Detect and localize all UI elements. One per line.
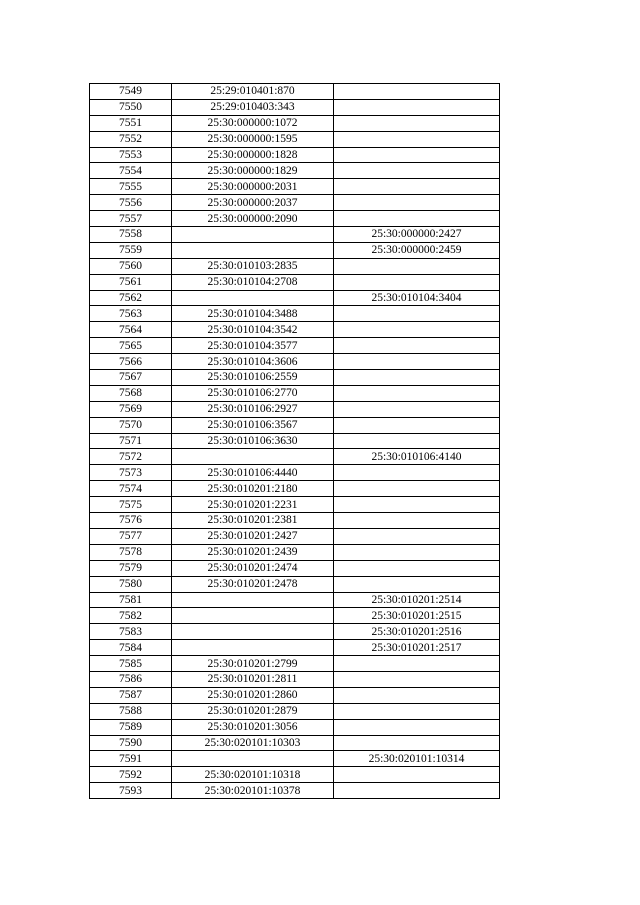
table-row	[90, 227, 500, 243]
cadastral-number-alt-cell	[334, 211, 500, 227]
row-number-cell: 7566	[90, 354, 172, 370]
table-row	[90, 99, 500, 115]
row-number-cell: 7556	[90, 195, 172, 211]
cadastral-number-cell	[172, 449, 334, 465]
table-row	[90, 195, 500, 211]
table-row	[90, 401, 500, 417]
cadastral-number-alt-cell	[334, 433, 500, 449]
cadastral-number-cell: 25:30:010104:3606	[172, 354, 334, 370]
cadastral-number-alt-cell	[334, 147, 500, 163]
cadastral-number-alt-cell	[334, 735, 500, 751]
cadastral-number-cell: 25:30:010106:2559	[172, 370, 334, 386]
cadastral-number-cell: 25:30:010106:3567	[172, 417, 334, 433]
row-number-cell: 7583	[90, 624, 172, 640]
table-row	[90, 656, 500, 672]
table-body	[90, 84, 500, 799]
row-number-cell: 7568	[90, 385, 172, 401]
cadastral-number-alt-cell	[334, 99, 500, 115]
cadastral-number-alt-cell	[334, 195, 500, 211]
cadastral-number-cell: 25:30:010201:2231	[172, 497, 334, 513]
row-number-cell: 7589	[90, 719, 172, 735]
cadastral-number-alt-cell	[334, 322, 500, 338]
table-row	[90, 306, 500, 322]
table-row	[90, 147, 500, 163]
cadastral-number-cell: 25:30:010106:3630	[172, 433, 334, 449]
cadastral-number-alt-cell	[334, 401, 500, 417]
cadastral-number-cell: 25:30:000000:2037	[172, 195, 334, 211]
cadastral-number-cell: 25:30:010201:2474	[172, 560, 334, 576]
table-row	[90, 528, 500, 544]
row-number-cell: 7582	[90, 608, 172, 624]
cadastral-number-alt-cell	[334, 306, 500, 322]
row-number-cell: 7553	[90, 147, 172, 163]
row-number-cell: 7580	[90, 576, 172, 592]
table-row	[90, 338, 500, 354]
cadastral-number-cell: 25:30:000000:2031	[172, 179, 334, 195]
cadastral-number-alt-cell	[334, 703, 500, 719]
row-number-cell: 7562	[90, 290, 172, 306]
cadastral-number-alt-cell	[334, 84, 500, 100]
cadastral-number-alt-cell	[334, 783, 500, 799]
cadastral-number-cell: 25:30:020101:10303	[172, 735, 334, 751]
cadastral-number-alt-cell: 25:30:020101:10314	[334, 751, 500, 767]
row-number-cell: 7559	[90, 242, 172, 258]
cadastral-number-cell: 25:30:010104:3542	[172, 322, 334, 338]
cadastral-number-cell	[172, 624, 334, 640]
cadastral-number-cell: 25:30:010104:2708	[172, 274, 334, 290]
table-row	[90, 767, 500, 783]
cadastral-number-cell	[172, 290, 334, 306]
cadastral-number-alt-cell: 25:30:010201:2514	[334, 592, 500, 608]
cadastral-number-alt-cell	[334, 417, 500, 433]
cadastral-number-cell	[172, 592, 334, 608]
cadastral-number-cell	[172, 640, 334, 656]
row-number-cell: 7550	[90, 99, 172, 115]
cadastral-number-cell: 25:30:010201:2427	[172, 528, 334, 544]
cadastral-number-cell: 25:30:000000:1072	[172, 115, 334, 131]
row-number-cell: 7585	[90, 656, 172, 672]
cadastral-number-cell: 25:30:010201:2799	[172, 656, 334, 672]
cadastral-number-alt-cell	[334, 560, 500, 576]
row-number-cell: 7590	[90, 735, 172, 751]
cadastral-number-alt-cell	[334, 497, 500, 513]
table-row	[90, 417, 500, 433]
row-number-cell: 7560	[90, 258, 172, 274]
table-row	[90, 560, 500, 576]
table-row	[90, 290, 500, 306]
row-number-cell: 7554	[90, 163, 172, 179]
table-row	[90, 640, 500, 656]
table-row	[90, 719, 500, 735]
table-row	[90, 242, 500, 258]
table-row	[90, 163, 500, 179]
cadastral-number-alt-cell: 25:30:010201:2515	[334, 608, 500, 624]
cadastral-number-table	[89, 83, 500, 799]
table-row	[90, 592, 500, 608]
cadastral-number-alt-cell	[334, 528, 500, 544]
row-number-cell: 7588	[90, 703, 172, 719]
cadastral-number-alt-cell: 25:30:000000:2427	[334, 227, 500, 243]
table-row	[90, 465, 500, 481]
cadastral-number-cell	[172, 227, 334, 243]
table-row	[90, 131, 500, 147]
cadastral-number-alt-cell	[334, 719, 500, 735]
cadastral-number-cell: 25:30:010106:4440	[172, 465, 334, 481]
row-number-cell: 7572	[90, 449, 172, 465]
table-row	[90, 449, 500, 465]
row-number-cell: 7577	[90, 528, 172, 544]
table-row	[90, 385, 500, 401]
table-row	[90, 544, 500, 560]
row-number-cell: 7558	[90, 227, 172, 243]
row-number-cell: 7552	[90, 131, 172, 147]
cadastral-number-alt-cell	[334, 338, 500, 354]
row-number-cell: 7587	[90, 687, 172, 703]
cadastral-number-alt-cell: 25:30:010201:2516	[334, 624, 500, 640]
cadastral-number-cell: 25:30:010201:2381	[172, 513, 334, 529]
cadastral-number-cell: 25:29:010401:870	[172, 84, 334, 100]
cadastral-number-alt-cell	[334, 370, 500, 386]
cadastral-number-cell: 25:30:010104:3577	[172, 338, 334, 354]
cadastral-number-alt-cell	[334, 576, 500, 592]
cadastral-number-alt-cell	[334, 481, 500, 497]
table-row	[90, 783, 500, 799]
cadastral-number-cell: 25:30:010104:3488	[172, 306, 334, 322]
table-row	[90, 624, 500, 640]
cadastral-number-alt-cell	[334, 687, 500, 703]
cadastral-number-alt-cell	[334, 274, 500, 290]
row-number-cell: 7573	[90, 465, 172, 481]
table-row	[90, 671, 500, 687]
row-number-cell: 7584	[90, 640, 172, 656]
cadastral-number-alt-cell	[334, 258, 500, 274]
cadastral-number-alt-cell: 25:30:010106:4140	[334, 449, 500, 465]
table-row	[90, 179, 500, 195]
cadastral-number-cell: 25:30:010201:2811	[172, 671, 334, 687]
row-number-cell: 7563	[90, 306, 172, 322]
row-number-cell: 7593	[90, 783, 172, 799]
cadastral-number-alt-cell: 25:30:010201:2517	[334, 640, 500, 656]
table-row	[90, 354, 500, 370]
table-row	[90, 735, 500, 751]
table-row	[90, 258, 500, 274]
cadastral-number-alt-cell: 25:30:010104:3404	[334, 290, 500, 306]
row-number-cell: 7555	[90, 179, 172, 195]
table-row	[90, 513, 500, 529]
row-number-cell: 7564	[90, 322, 172, 338]
row-number-cell: 7571	[90, 433, 172, 449]
cadastral-number-cell: 25:30:010201:2180	[172, 481, 334, 497]
cadastral-number-cell: 25:30:020101:10318	[172, 767, 334, 783]
cadastral-number-cell: 25:30:010201:2879	[172, 703, 334, 719]
cadastral-number-cell: 25:30:020101:10378	[172, 783, 334, 799]
table-row	[90, 703, 500, 719]
table-row	[90, 497, 500, 513]
row-number-cell: 7551	[90, 115, 172, 131]
cadastral-number-cell: 25:30:010106:2927	[172, 401, 334, 417]
cadastral-number-alt-cell	[334, 385, 500, 401]
cadastral-number-cell: 25:30:000000:2090	[172, 211, 334, 227]
cadastral-number-cell: 25:30:000000:1828	[172, 147, 334, 163]
cadastral-number-cell: 25:30:010201:2860	[172, 687, 334, 703]
table-row	[90, 211, 500, 227]
row-number-cell: 7569	[90, 401, 172, 417]
table-row	[90, 608, 500, 624]
row-number-cell: 7570	[90, 417, 172, 433]
cadastral-number-cell: 25:30:010201:2439	[172, 544, 334, 560]
cadastral-number-cell: 25:30:010201:2478	[172, 576, 334, 592]
row-number-cell: 7575	[90, 497, 172, 513]
cadastral-number-alt-cell	[334, 767, 500, 783]
row-number-cell: 7549	[90, 84, 172, 100]
table-row	[90, 751, 500, 767]
table-row	[90, 481, 500, 497]
cadastral-number-alt-cell	[334, 656, 500, 672]
row-number-cell: 7557	[90, 211, 172, 227]
cadastral-number-alt-cell	[334, 179, 500, 195]
cadastral-number-cell: 25:30:010201:3056	[172, 719, 334, 735]
table-row	[90, 84, 500, 100]
row-number-cell: 7592	[90, 767, 172, 783]
cadastral-number-cell: 25:30:010103:2835	[172, 258, 334, 274]
table-row	[90, 433, 500, 449]
cadastral-number-alt-cell	[334, 671, 500, 687]
row-number-cell: 7579	[90, 560, 172, 576]
cadastral-number-cell	[172, 751, 334, 767]
table-row	[90, 322, 500, 338]
row-number-cell: 7565	[90, 338, 172, 354]
row-number-cell: 7586	[90, 671, 172, 687]
cadastral-number-cell	[172, 242, 334, 258]
row-number-cell: 7561	[90, 274, 172, 290]
cadastral-number-alt-cell	[334, 465, 500, 481]
cadastral-number-alt-cell	[334, 131, 500, 147]
table-row	[90, 576, 500, 592]
row-number-cell: 7578	[90, 544, 172, 560]
table-row	[90, 274, 500, 290]
row-number-cell: 7574	[90, 481, 172, 497]
cadastral-number-cell: 25:30:000000:1595	[172, 131, 334, 147]
cadastral-number-alt-cell: 25:30:000000:2459	[334, 242, 500, 258]
table-row	[90, 687, 500, 703]
row-number-cell: 7591	[90, 751, 172, 767]
row-number-cell: 7581	[90, 592, 172, 608]
cadastral-number-cell	[172, 608, 334, 624]
cadastral-number-cell: 25:30:010106:2770	[172, 385, 334, 401]
row-number-cell: 7567	[90, 370, 172, 386]
cadastral-number-alt-cell	[334, 163, 500, 179]
cadastral-number-alt-cell	[334, 115, 500, 131]
cadastral-number-alt-cell	[334, 544, 500, 560]
table-row	[90, 370, 500, 386]
cadastral-number-cell: 25:30:000000:1829	[172, 163, 334, 179]
cadastral-number-alt-cell	[334, 513, 500, 529]
cadastral-number-cell: 25:29:010403:343	[172, 99, 334, 115]
row-number-cell: 7576	[90, 513, 172, 529]
cadastral-number-alt-cell	[334, 354, 500, 370]
table-row	[90, 115, 500, 131]
